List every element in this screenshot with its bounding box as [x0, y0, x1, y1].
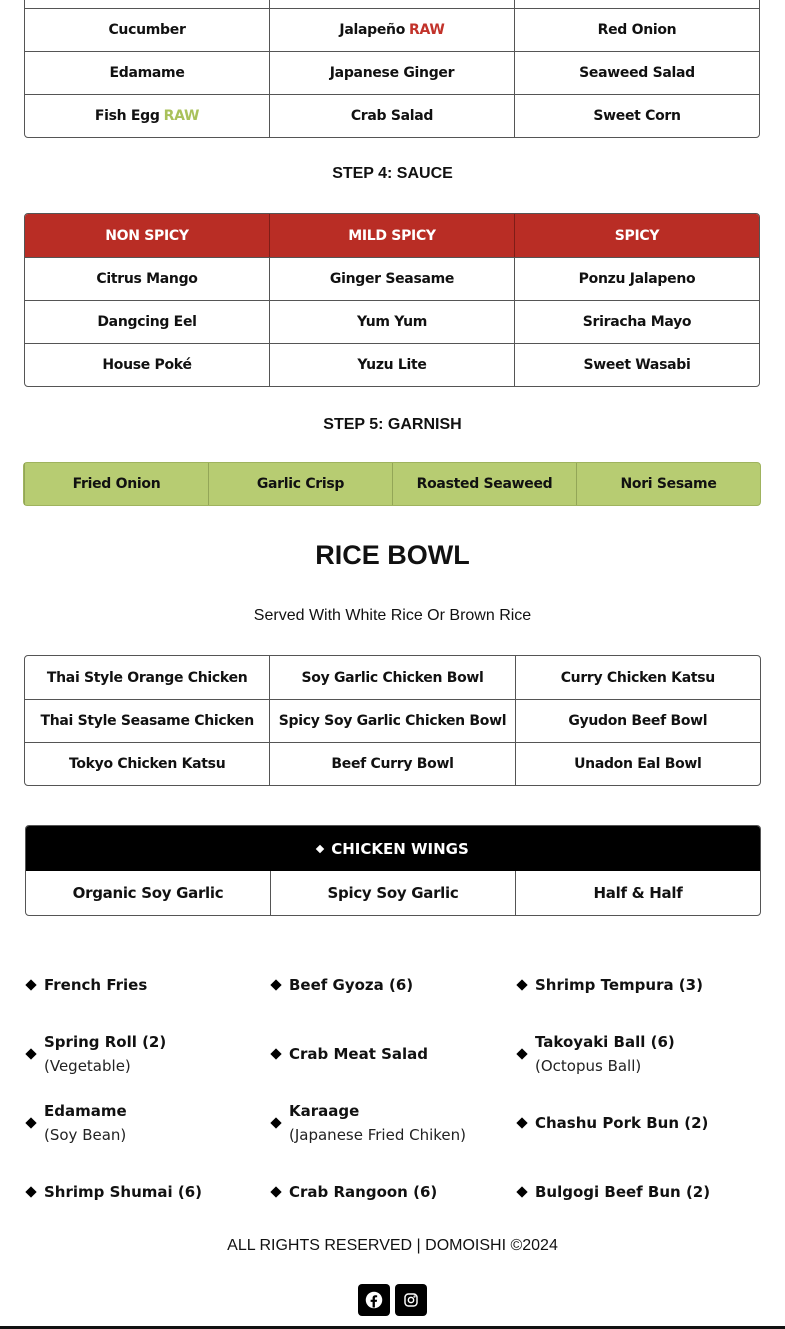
- instagram-icon[interactable]: [395, 1284, 427, 1316]
- bowl-cell: Beef Curry Bowl: [269, 743, 514, 785]
- diamond-icon: [316, 844, 324, 852]
- table-row: [25, 51, 759, 94]
- sauce-cell: Citrus Mango: [96, 271, 198, 287]
- table-row: [25, 343, 759, 386]
- topping-cell: Red Onion: [514, 9, 759, 51]
- sauce-cell: House Poké: [102, 357, 192, 373]
- list-item: Chashu Pork Bun (2): [515, 1088, 764, 1157]
- sauce-heading: STEP 4: SAUCE: [332, 165, 453, 182]
- bowl-cell: Curry Chicken Katsu: [515, 656, 760, 699]
- list-item: French Fries: [24, 950, 269, 1019]
- topping-cell: Cucumber: [108, 22, 186, 38]
- rice-bowl-subtitle: Served With White Rice Or Brown Rice: [253, 607, 532, 624]
- sauce-cell: Sweet Wasabi: [514, 344, 759, 386]
- bowl-cell: Thai Style Orange Chicken: [46, 669, 248, 686]
- appetizers-grid: [24, 950, 764, 1226]
- topping-cell: Crab Salad: [269, 95, 514, 137]
- raw-badge: RAW: [409, 22, 445, 38]
- list-item: Beef Gyoza (6): [269, 950, 515, 1019]
- diamond-icon: [516, 1048, 527, 1059]
- column-header: NON SPICY: [105, 227, 189, 244]
- chicken-wings-header: [26, 826, 760, 871]
- garnish-heading: STEP 5: GARNISH: [323, 416, 462, 433]
- rice-bowl-title: RICE BOWL: [315, 540, 470, 570]
- table-row: [25, 656, 760, 699]
- list-item: Crab Rangoon (6): [269, 1157, 515, 1226]
- garnish-item: Nori Sesame: [576, 463, 760, 505]
- diamond-icon: [516, 1186, 527, 1197]
- sauce-cell: Sriracha Mayo: [514, 301, 759, 343]
- topping-cell: Fish Egg RAW: [94, 108, 200, 124]
- topping-cell: Edamame: [109, 65, 185, 81]
- bowl-cell: Unadon Eal Bowl: [515, 743, 760, 785]
- chicken-wings-title: CHICKEN WINGS: [331, 839, 469, 858]
- list-item: Crab Meat Salad: [269, 1019, 515, 1088]
- list-item: Shrimp Shumai (6): [24, 1157, 269, 1226]
- topping-cell: Seaweed Salad: [514, 52, 759, 94]
- facebook-icon[interactable]: [358, 1284, 390, 1316]
- wing-option: Half & Half: [515, 871, 760, 915]
- sauce-table: [24, 213, 760, 387]
- table-row: [25, 699, 760, 742]
- raw-badge: RAW: [163, 108, 200, 124]
- list-item: Spring Roll (2) (Vegetable): [24, 1019, 269, 1088]
- bowl-cell: Tokyo Chicken Katsu: [68, 756, 226, 772]
- diamond-icon: [25, 1117, 36, 1128]
- topping-cell: Japanese Ginger: [269, 52, 514, 94]
- column-header: MILD SPICY: [269, 214, 514, 257]
- diamond-icon: [270, 1048, 281, 1059]
- garnish-item: Roasted Seaweed: [392, 463, 576, 505]
- toppings-table: [24, 0, 760, 138]
- column-header: SPICY: [514, 214, 759, 257]
- sauce-cell: Yum Yum: [269, 301, 514, 343]
- list-item: Shrimp Tempura (3): [515, 950, 764, 1019]
- garnish-item: Fried Onion: [24, 463, 208, 505]
- diamond-icon: [516, 1117, 527, 1128]
- wing-option: Organic Soy Garlic: [72, 884, 224, 902]
- garnish-item: Garlic Crisp: [208, 463, 392, 505]
- list-item: Edamame (Soy Bean): [24, 1088, 269, 1157]
- topping-cell: Sweet Corn: [514, 95, 759, 137]
- footer-copyright: ALL RIGHTS RESERVED | DOMOISHI ©2024: [227, 1237, 558, 1254]
- diamond-icon: [270, 1117, 281, 1128]
- diamond-icon: [270, 1186, 281, 1197]
- table-row: [25, 0, 759, 8]
- wings-options-row: [26, 871, 760, 915]
- wing-option: Spicy Soy Garlic: [270, 871, 515, 915]
- sauce-header-row: [25, 214, 759, 257]
- table-row: [25, 257, 759, 300]
- bowl-cell: Soy Garlic Chicken Bowl: [269, 656, 514, 699]
- bowl-cell: Gyudon Beef Bowl: [515, 700, 760, 742]
- chicken-wings-table: [25, 825, 761, 916]
- list-item: Takoyaki Ball (6) (Octopus Ball): [515, 1019, 764, 1088]
- table-row: [25, 742, 760, 785]
- sauce-cell: Dangcing Eel: [97, 314, 197, 330]
- sauce-cell: Ginger Seasame: [269, 258, 514, 300]
- diamond-icon: [25, 1186, 36, 1197]
- garnish-bar: [23, 462, 761, 506]
- topping-cell: Jalapeño RAW: [269, 9, 514, 51]
- bowl-cell: Spicy Soy Garlic Chicken Bowl: [269, 700, 514, 742]
- table-row: [25, 8, 759, 51]
- sauce-cell: Ponzu Jalapeno: [514, 258, 759, 300]
- diamond-icon: [516, 979, 527, 990]
- diamond-icon: [25, 979, 36, 990]
- list-item: Bulgogi Beef Bun (2): [515, 1157, 764, 1226]
- table-row: [25, 94, 759, 137]
- diamond-icon: [270, 979, 281, 990]
- bowl-cell: Thai Style Seasame Chicken: [40, 713, 254, 729]
- diamond-icon: [25, 1048, 36, 1059]
- list-item: Karaage (Japanese Fried Chiken): [269, 1088, 515, 1157]
- rice-bowl-table: [24, 655, 761, 786]
- sauce-cell: Yuzu Lite: [269, 344, 514, 386]
- table-row: [25, 300, 759, 343]
